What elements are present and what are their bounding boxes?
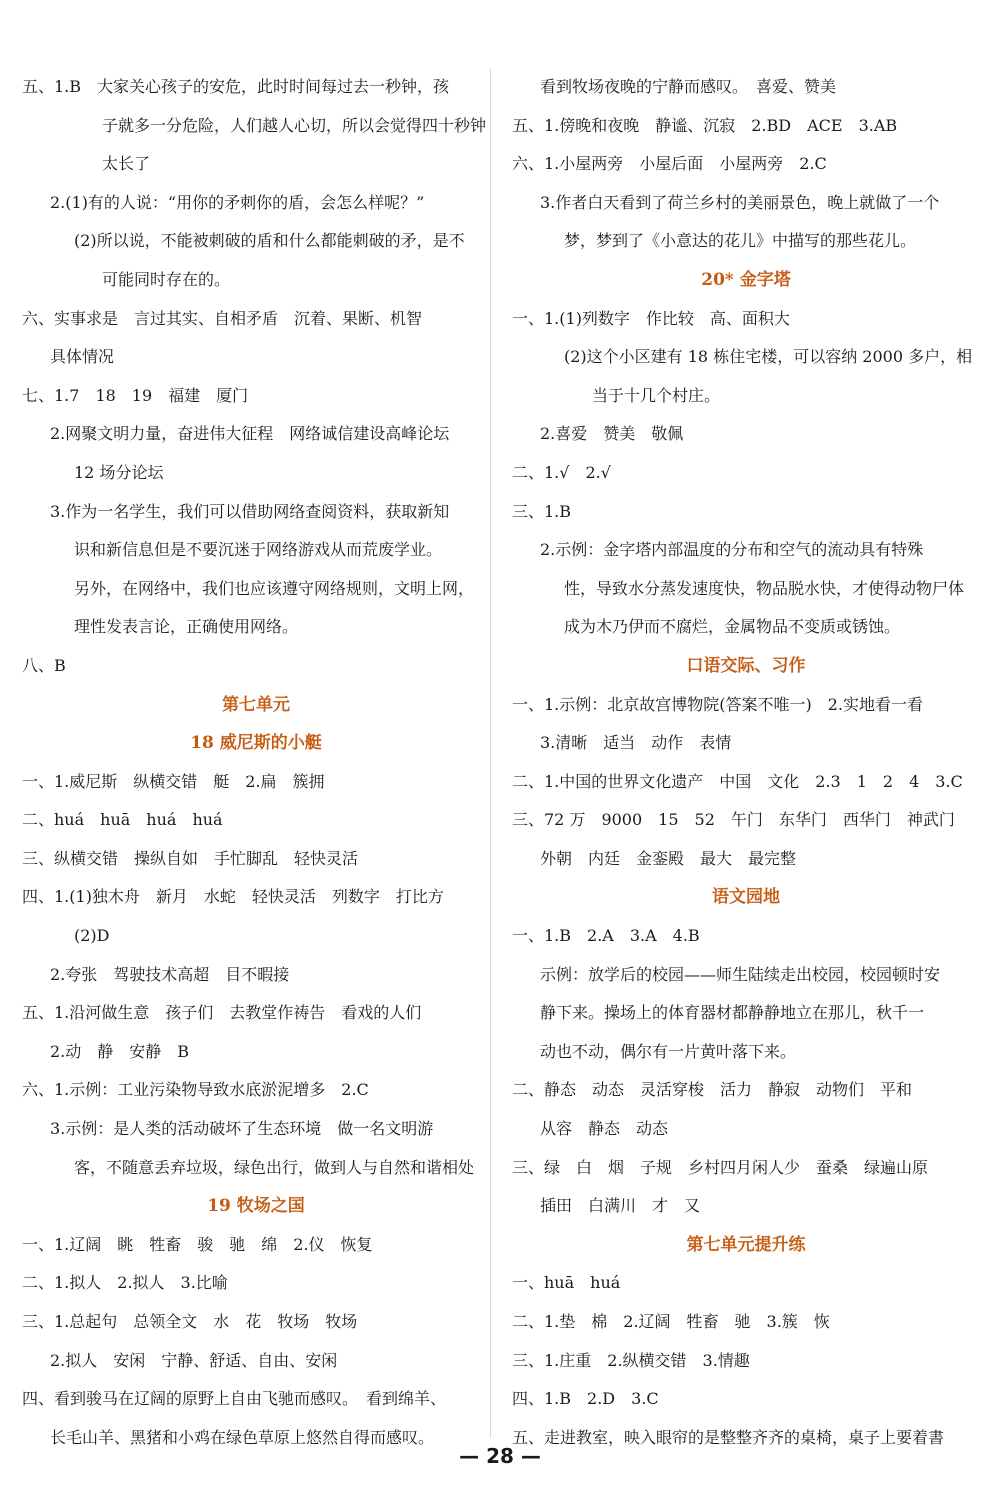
page-number: — 28 —: [459, 1444, 541, 1468]
answer-line: 三、1.总起句 总领全文 水 花 牧场 牧场: [22, 1312, 358, 1331]
answer-line: 2.动 静 安静 B: [50, 1041, 190, 1061]
answer-line: 二、1.√ 2.√: [512, 462, 611, 482]
answer-line: 3.作为一名学生，我们可以借助网络查阅资料，获取新知: [50, 501, 450, 521]
answer-line: 六、1.小屋两旁 小屋后面 小屋两旁 2.C: [512, 154, 827, 174]
answer-line: 2.夸张 驾驶技术高超 目不暇接: [50, 964, 290, 984]
answer-line: 五、1.B 大家关心孩子的安危，此时时间每过去一秒钟，孩: [22, 77, 450, 96]
answer-line: 八、B: [22, 655, 66, 675]
answer-line: 二、1.拟人 2.拟人 3.比喻: [22, 1273, 228, 1293]
answer-line: 2.(1)有的人说：“用你的矛刺你的盾，会怎么样呢？”: [50, 192, 425, 212]
answer-line: 2.示例：金字塔内部温度的分布和空气的流动具有特殊: [540, 540, 924, 560]
answer-line: 五、1.沿河做生意 孩子们 去教堂作祷告 看戏的人们: [22, 1003, 422, 1023]
answer-line: 七、1.7 18 19 福建 厦门: [22, 385, 249, 405]
answer-line: 理性发表言论，正确使用网络。: [74, 617, 299, 637]
answer-line: 静下来。操场上的体育器材都静静地立在那儿，秋千一: [540, 1003, 925, 1023]
answer-line: 插田 白满川 才 又: [540, 1196, 701, 1216]
answer-line: 另外，在网络中，我们也应该遵守网络规则，文明上网，: [74, 578, 475, 598]
answer-line: 四、1.B 2.D 3.C: [512, 1389, 659, 1409]
answer-line: 长毛山羊、黑猪和小鸡在绿色草原上悠然自得而感叹。: [50, 1427, 435, 1447]
column-divider: [490, 68, 491, 1438]
answer-line: 一、1.威尼斯 纵横交错 艇 2.扁 簇拥: [22, 771, 325, 791]
answer-line: 2.喜爱 赞美 敬佩: [540, 424, 684, 444]
answer-line: 二、1.中国的世界文化遗产 中国 文化 2.3 1 2 4 3.C: [512, 771, 963, 791]
answer-line: 可能同时存在的。: [102, 269, 231, 289]
answer-line: 一、1.辽阔 眺 牲畜 骏 驰 绵 2.仪 恢复: [22, 1234, 373, 1254]
answer-line: 太长了: [102, 154, 151, 174]
section-heading: 19 牧场之国: [207, 1196, 305, 1217]
left-column: [22, 68, 490, 1457]
section-heading: 口语交际、习作: [686, 655, 806, 676]
answer-line: 三、绿 白 烟 子规 乡村四月闲人少 蚕桑 绿遍山原: [512, 1157, 929, 1177]
answer-line: 具体情况: [50, 347, 115, 367]
answer-line: 从容 静态 动态: [540, 1119, 669, 1139]
answer-line: 三、纵横交错 操纵自如 手忙脚乱 轻快灵活: [22, 848, 359, 868]
answer-line: (2)这个小区建有 18 栋住宅楼，可以容纳 2000 多户，相: [564, 347, 973, 367]
answer-line: 一、huā huá: [512, 1273, 621, 1293]
answer-line: 2.拟人 安闲 宁静、舒适、自由、安闲: [50, 1350, 338, 1370]
answer-line: 四、1.(1)独木舟 新月 水蛇 轻快灵活 列数字 打比方: [22, 887, 444, 907]
answer-line: 看到牧场夜晚的宁静而感叹。 喜爱、赞美: [540, 77, 837, 96]
section-heading: 20* 金字塔: [701, 269, 791, 290]
answer-line: 性，导致水分蒸发速度快，物品脱水快，才使得动物尸体: [564, 578, 965, 598]
answer-line: 示例：放学后的校园——师生陆续走出校园，校园顿时安: [540, 964, 941, 984]
section-heading: 语文园地: [712, 887, 780, 908]
section-heading: 18 威尼斯的小艇: [190, 733, 322, 754]
answer-line: 子就多一分危险，人们越人心切，所以会觉得四十秒钟: [102, 115, 487, 135]
answer-line: 三、1.庄重 2.纵横交错 3.情趣: [512, 1350, 750, 1370]
answer-line: (2)D: [74, 926, 110, 946]
answer-line: 3.作者白天看到了荷兰乡村的美丽景色，晚上就做了一个: [540, 192, 940, 212]
answer-line: 四、看到骏马在辽阔的原野上自由飞驰而感叹。 看到绵羊、: [22, 1389, 447, 1409]
answer-line: 一、1.B 2.A 3.A 4.B: [512, 926, 700, 946]
answer-line: 五、走进教室，映入眼帘的是整整齐齐的桌椅，桌子上要着書: [512, 1427, 945, 1447]
answer-line: 二、1.垫 棉 2.辽阔 牲畜 驰 3.簇 恢: [512, 1312, 830, 1331]
answer-line: 3.示例：是人类的活动破坏了生态环境 做一名文明游: [50, 1119, 434, 1139]
section-heading: 第七单元提升练: [686, 1234, 806, 1255]
answer-line: 当于十几个村庄。: [592, 385, 721, 405]
answer-line: 12 场分论坛: [74, 462, 164, 482]
answer-line: 五、1.傍晚和夜晚 静谧、沉寂 2.BD ACE 3.AB: [512, 115, 898, 135]
answer-line: 三、72 万 9000 15 52 午门 东华门 西华门 神武门: [512, 810, 955, 830]
right-column: [512, 68, 980, 1457]
answer-line: 六、1.示例：工业污染物导致水底淤泥增多 2.C: [22, 1080, 369, 1100]
section-heading: 第七单元: [222, 694, 290, 715]
answer-line: 外朝 内廷 金銮殿 最大 最完整: [540, 848, 797, 868]
answer-line: (2)所以说，不能被刺破的盾和什么都能刺破的矛，是不: [74, 231, 465, 251]
answer-line: 二、huá huā huá huá: [22, 810, 223, 830]
answer-line: 一、1.(1)列数字 作比较 高、面积大: [512, 308, 790, 328]
answer-line: 一、1.示例：北京故宫博物院(答案不唯一) 2.实地看一看: [512, 694, 924, 714]
answer-line: 三、1.B: [512, 501, 572, 521]
answer-line: 六、实事求是 言过其实、自相矛盾 沉着、果断、机智: [22, 308, 423, 328]
answer-line: 识和新信息但是不要沉迷于网络游戏从而荒废学业。: [74, 540, 443, 560]
answer-line: 3.清晰 适当 动作 表情: [540, 733, 732, 753]
answer-line: 客，不随意丢弃垃圾，绿色出行，做到人与自然和谐相处: [74, 1157, 475, 1177]
answer-line: 梦，梦到了《小意达的花儿》中描写的那些花儿。: [564, 231, 917, 251]
answer-line: 动也不动，偶尔有一片黄叶落下来。: [540, 1041, 797, 1061]
answer-line: 二、静态 动态 灵活穿梭 活力 静寂 动物们 平和: [512, 1080, 913, 1100]
answer-line: 成为木乃伊而不腐烂，金属物品不变质或锈蚀。: [564, 617, 901, 637]
answer-line: 2.网聚文明力量，奋进伟大征程 网络诚信建设高峰论坛: [50, 424, 450, 444]
